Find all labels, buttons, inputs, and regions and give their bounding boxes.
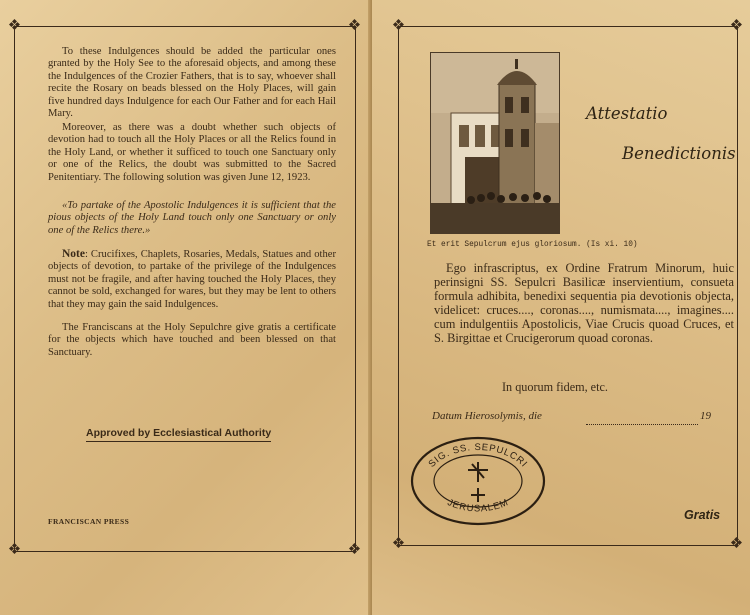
right-page [372,0,750,615]
sepulchre-seal-stamp [408,434,548,528]
note-label: Note [62,248,85,260]
corner-ornament-icon: ❖ [347,18,362,34]
doubt-paragraph: Moreover, as there was a doubt whether such objects of devotion had to touch all the Holy Places or all the Relics found in the Holy Land, or whether it sufficed to touch one Sanctuary only or one of the Relics, the doubt was submitted to the Sacred Penitentiary. The following solution was given June 12, 1923. [48,122,336,183]
latin-attestation-text: Ego infrascriptus, ex Ordine Fratrum Minorum, huic perinsigni SS. Sepulcri Basilicæ inservientium, consueta formula adhibita, benedixi sequentia pia devotionis objecta, videlicet: cruces...., coronas...., numismata...., imagines.... cum indulgentiis Apostolicis, Viae Crucis quoad Cruces, et S. Birgittae et Crucigerorum quoad coronas. [434,261,734,345]
note-paragraph [48,248,336,311]
title-attestatio: Attestatio [586,104,668,123]
corner-ornament-icon: ❖ [729,536,744,552]
approved-authority: Approved by Ecclesiastical Authority [86,427,271,442]
holy-sepulchre-engraving [430,52,560,234]
year-label: 19 [700,410,711,422]
title-benedictionis: Benedictionis [622,144,736,163]
corner-ornament-icon: ❖ [391,536,406,552]
date-blank-line [586,424,698,425]
engraving-caption: Et erit Sepulcrum ejus gloriosum. (Is xi. 10) [427,241,638,249]
corner-ornament-icon: ❖ [729,18,744,34]
apostolic-quote: «To partake of the Apostolic Indulgences it is sufficient that the pious objects of the Holy Land touch only one Sanctuary or only one of the Relics there.» [48,200,336,236]
svg-text:JERUSALEM: JERUSALEM [445,497,511,515]
quorum-line: In quorum fidem, etc. [502,380,608,394]
holy-sepulchre-illustration [431,53,559,233]
datum-label: Datum Hierosolymis, die [432,410,542,422]
left-page [0,0,372,615]
corner-ornament-icon: ❖ [7,18,22,34]
publisher-name: FRANCISCAN PRESS [48,517,130,526]
gratis-label: Gratis [684,508,721,522]
indulgence-paragraph: To these Indulgences should be added the particular ones granted by the Holy See to the aforesaid objects, and among these the Indulgences of the Crozier Fathers, that is to say, whoever shall recite the Rosary on beads blessed on the Holy Places, will gain five hundred days Indulgence for each Our Father and for each Hail Mary. [48,46,336,120]
note-text: : Crucifixes, Chaplets, Rosaries, Medals, Statues and other objects of devotion, to partake of the privilege of the Indulgences must not be fragile, and after having touched the Holy Places, they cannot be sold, exchanged for wares, but they may be lent to others that they may gain the said Indulgences. [48,249,336,310]
svg-text:SIG. SS. SEPULCRI: SIG. SS. SEPULCRI [426,441,530,470]
corner-ornament-icon: ❖ [347,542,362,558]
corner-ornament-icon: ❖ [391,18,406,34]
corner-ornament-icon: ❖ [7,542,22,558]
franciscans-paragraph: The Franciscans at the Holy Sepulchre give gratis a certificate for the objects which have touched and been blessed on that Sanctuary. [48,322,336,358]
